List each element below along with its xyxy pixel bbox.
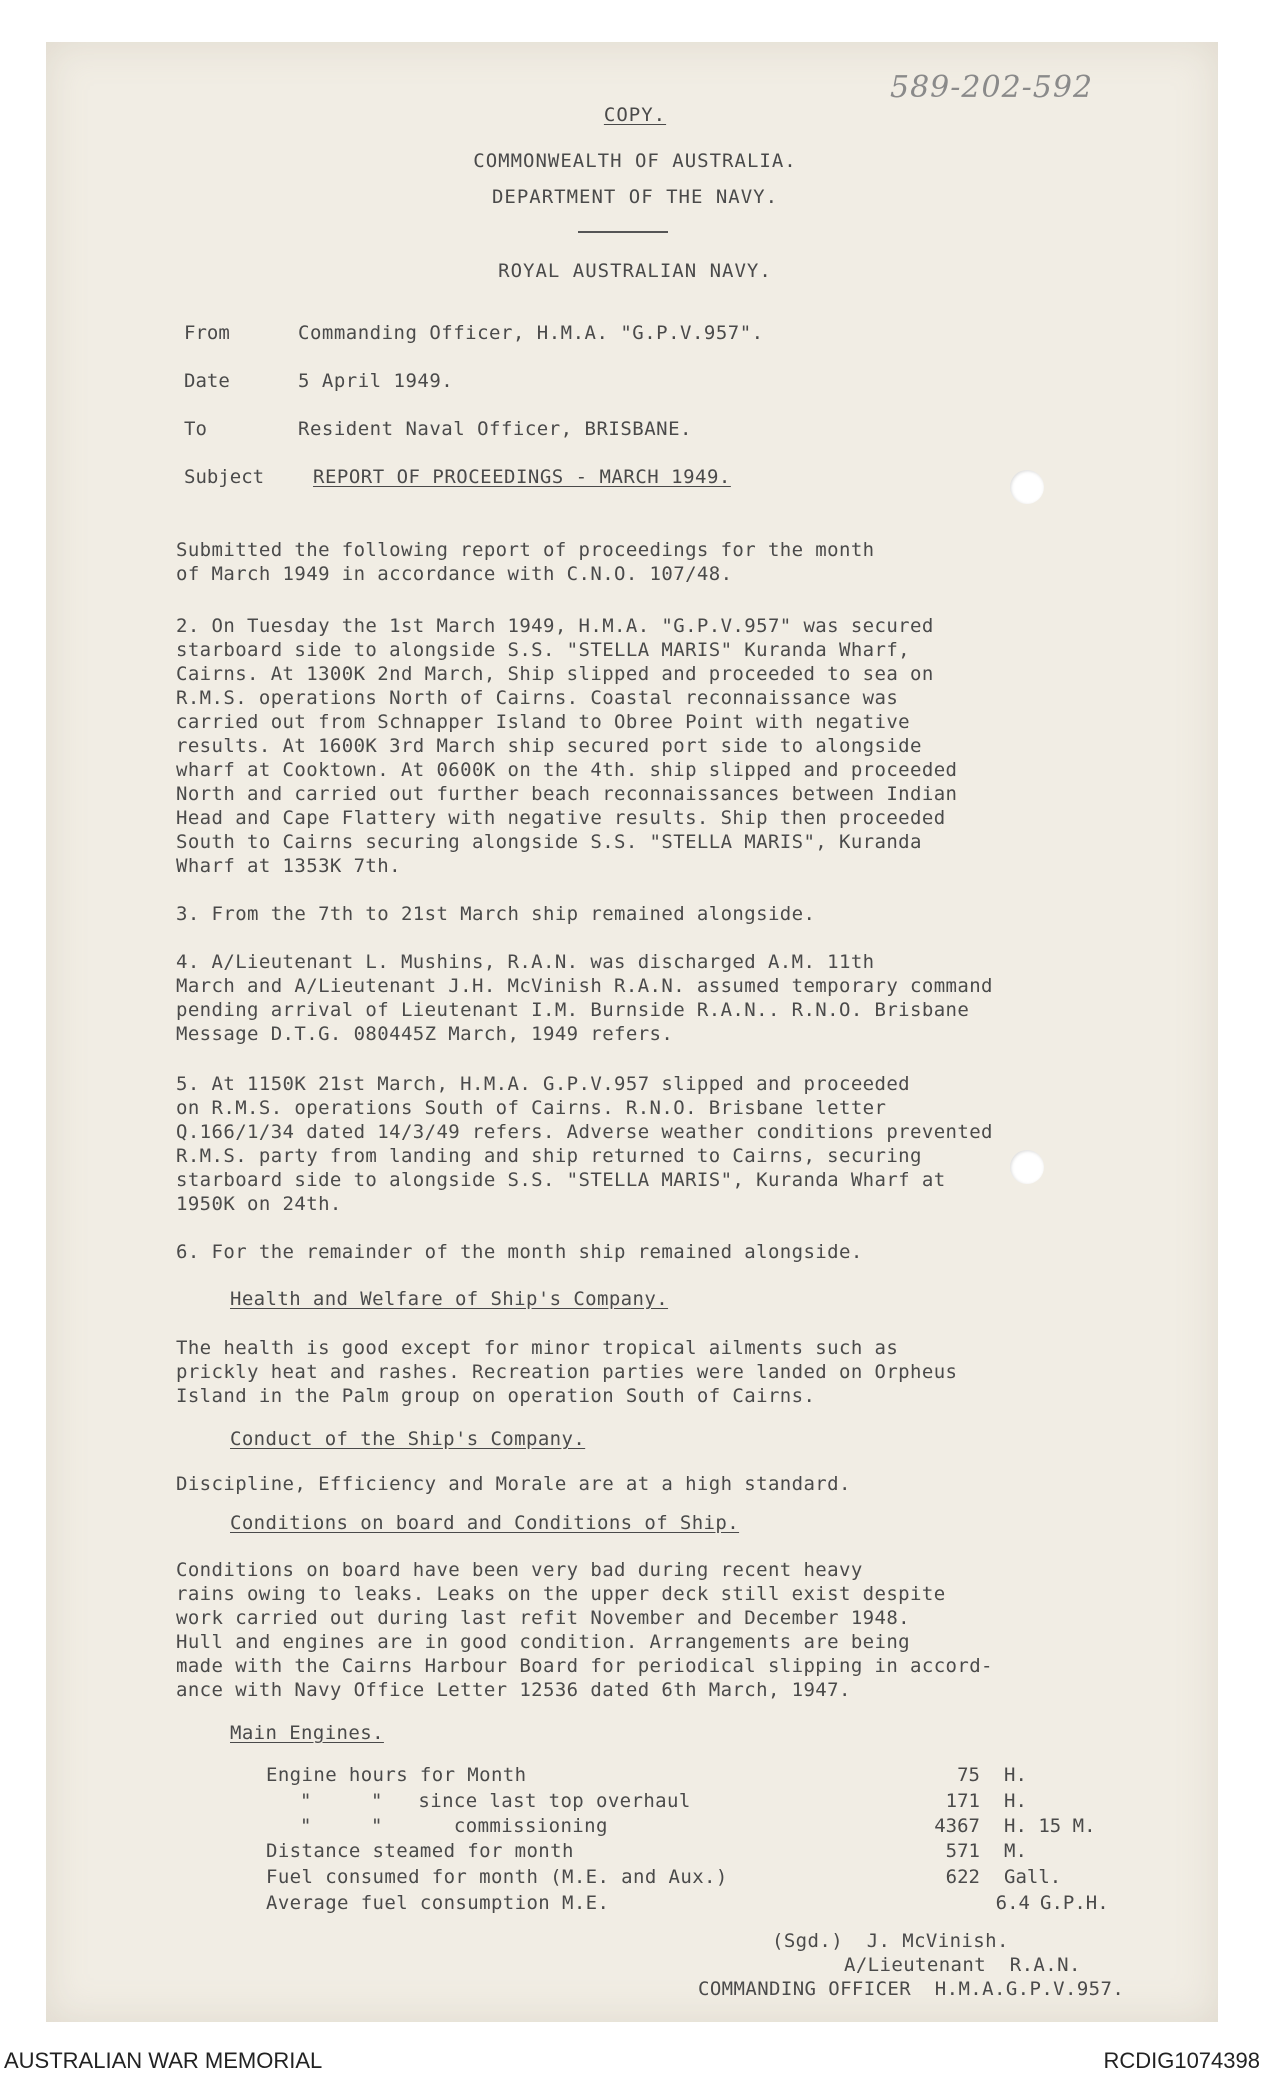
engine-row-unit: H. 15 M. xyxy=(1004,1815,1096,1837)
engine-row-value: 571 xyxy=(945,1840,980,1862)
engine-row-unit: M. xyxy=(1004,1840,1027,1862)
engine-row-label: " " commissioning xyxy=(300,1815,608,1837)
paragraph-2: 2. On Tuesday the 1st March 1949, H.M.A. "G.P.V.957" was secured starboard side to alongside S.S. "STELLA MARIS" Kuranda Wharf, Cairns. At 1300K 2nd March, Ship slipped and proceeded to sea on R.M.S. operations North of Cairns. Coastal reconnaissance was carried out from Schnapper Island to Obree Point with negative results. At 1600K 3rd March ship secured port side to alongside wharf at Cooktown. At 0600K on the 4th. ship slipped and proceeded North and carried out further beach reconnaissances between Indian Head and Cape Flattery with negative results. Ship then proceeded South to Cairns securing alongside S.S. "STELLA MARIS", Kuranda Wharf at 1353K 7th. xyxy=(176,615,958,877)
footer-institution: AUSTRALIAN WAR MEMORIAL xyxy=(4,2048,323,2073)
subject-label: Subject xyxy=(184,466,265,488)
subject-value: REPORT OF PROCEEDINGS - MARCH 1949. xyxy=(313,466,731,488)
engine-row-value: 75 xyxy=(957,1764,980,1786)
engine-row-label: Fuel consumed for month (M.E. and Aux.) xyxy=(266,1866,728,1888)
header-divider xyxy=(578,231,668,233)
signature-name: (Sgd.) J. McVinish. xyxy=(772,1930,1009,1952)
engine-row-unit: Gall. xyxy=(1004,1866,1062,1888)
reference-number: 589-202-592 xyxy=(890,70,1094,105)
conduct-heading: Conduct of the Ship's Company. xyxy=(230,1428,586,1450)
engines-heading: Main Engines. xyxy=(230,1722,384,1744)
health-text: The health is good except for minor tropical ailments such as prickly heat and rashes. Recreation parties were landed on Orpheus Island in the Palm group on operation South of Cairns. xyxy=(176,1337,958,1407)
paragraph-1: Submitted the following report of proceedings for the month of March 1949 in accordance with C.N.O. 107/48. xyxy=(176,539,875,585)
copy-label: COPY. xyxy=(603,104,667,126)
header-department: DEPARTMENT OF THE NAVY. xyxy=(491,186,779,208)
engine-row-label: Engine hours for Month xyxy=(266,1764,527,1786)
date-value: 5 April 1949. xyxy=(298,370,454,392)
paragraph-6: 6. For the remainder of the month ship remained alongside. xyxy=(176,1241,863,1263)
engine-row-unit: H. xyxy=(1004,1764,1027,1786)
engine-row-label: " " since last top overhaul xyxy=(300,1790,691,1812)
header-commonwealth: COMMONWEALTH OF AUSTRALIA. xyxy=(473,150,797,172)
conditions-heading: Conditions on board and Conditions of Ship. xyxy=(230,1512,740,1534)
engine-row-value: 4367 xyxy=(934,1815,980,1837)
conditions-text: Conditions on board have been very bad during recent heavy rains owing to leaks. Leaks on the upper deck still exist despite work carried out during last refit November and December 1948. Hull and engines are in good condition. Arrangements are being made with the Cairns Harbour Board for periodical slipping in accord- ance with Navy Office Letter 12536 dated 6th March, 1947. xyxy=(176,1559,993,1701)
engine-row-value: 6.4 xyxy=(995,1892,1030,1914)
health-heading: Health and Welfare of Ship's Company. xyxy=(230,1288,669,1310)
header-ran: ROYAL AUSTRALIAN NAVY. xyxy=(498,260,772,282)
paragraph-4: 4. A/Lieutenant L. Mushins, R.A.N. was discharged A.M. 11th March and A/Lieutenant J.H. McVinish R.A.N. assumed temporary command pending arrival of Lieutenant I.M. Burnside R.A.N.. R.N.O. Brisbane Message D.T.G. 080445Z March, 1949 refers. xyxy=(176,951,993,1045)
paragraph-3: 3. From the 7th to 21st March ship remained alongside. xyxy=(176,903,816,925)
signature-rank: A/Lieutenant R.A.N. xyxy=(844,1954,1081,1976)
to-value: Resident Naval Officer, BRISBANE. xyxy=(298,418,692,440)
from-value: Commanding Officer, H.M.A. "G.P.V.957". xyxy=(298,322,764,344)
engine-row-unit: H. xyxy=(1004,1790,1027,1812)
conduct-text: Discipline, Efficiency and Morale are at a high standard. xyxy=(176,1473,851,1495)
engine-row-label: Average fuel consumption M.E. xyxy=(266,1892,610,1914)
engine-row-label: Distance steamed for month xyxy=(266,1840,574,1862)
punch-hole-top xyxy=(1010,470,1044,504)
paragraph-5: 5. At 1150K 21st March, H.M.A. G.P.V.957 slipped and proceeded on R.M.S. operations South of Cairns. R.N.O. Brisbane letter Q.166/1/34 dated 14/3/49 refers. Adverse weather conditions prevented R.M.S. party from landing and ship returned to Cairns, securing starboard side to alongside S.S. "STELLA MARIS", Kuranda Wharf at 1950K on 24th. xyxy=(176,1073,993,1215)
engine-row-value: 622 xyxy=(945,1866,980,1888)
date-label: Date xyxy=(184,370,230,392)
to-label: To xyxy=(184,418,207,440)
signature-title: COMMANDING OFFICER H.M.A.G.P.V.957. xyxy=(698,1978,1125,2000)
from-label: From xyxy=(184,322,230,344)
footer-record-id: RCDIG1074398 xyxy=(1103,2048,1260,2073)
engine-row-unit: G.P.H. xyxy=(1040,1892,1109,1914)
engine-row-value: 171 xyxy=(945,1790,980,1812)
